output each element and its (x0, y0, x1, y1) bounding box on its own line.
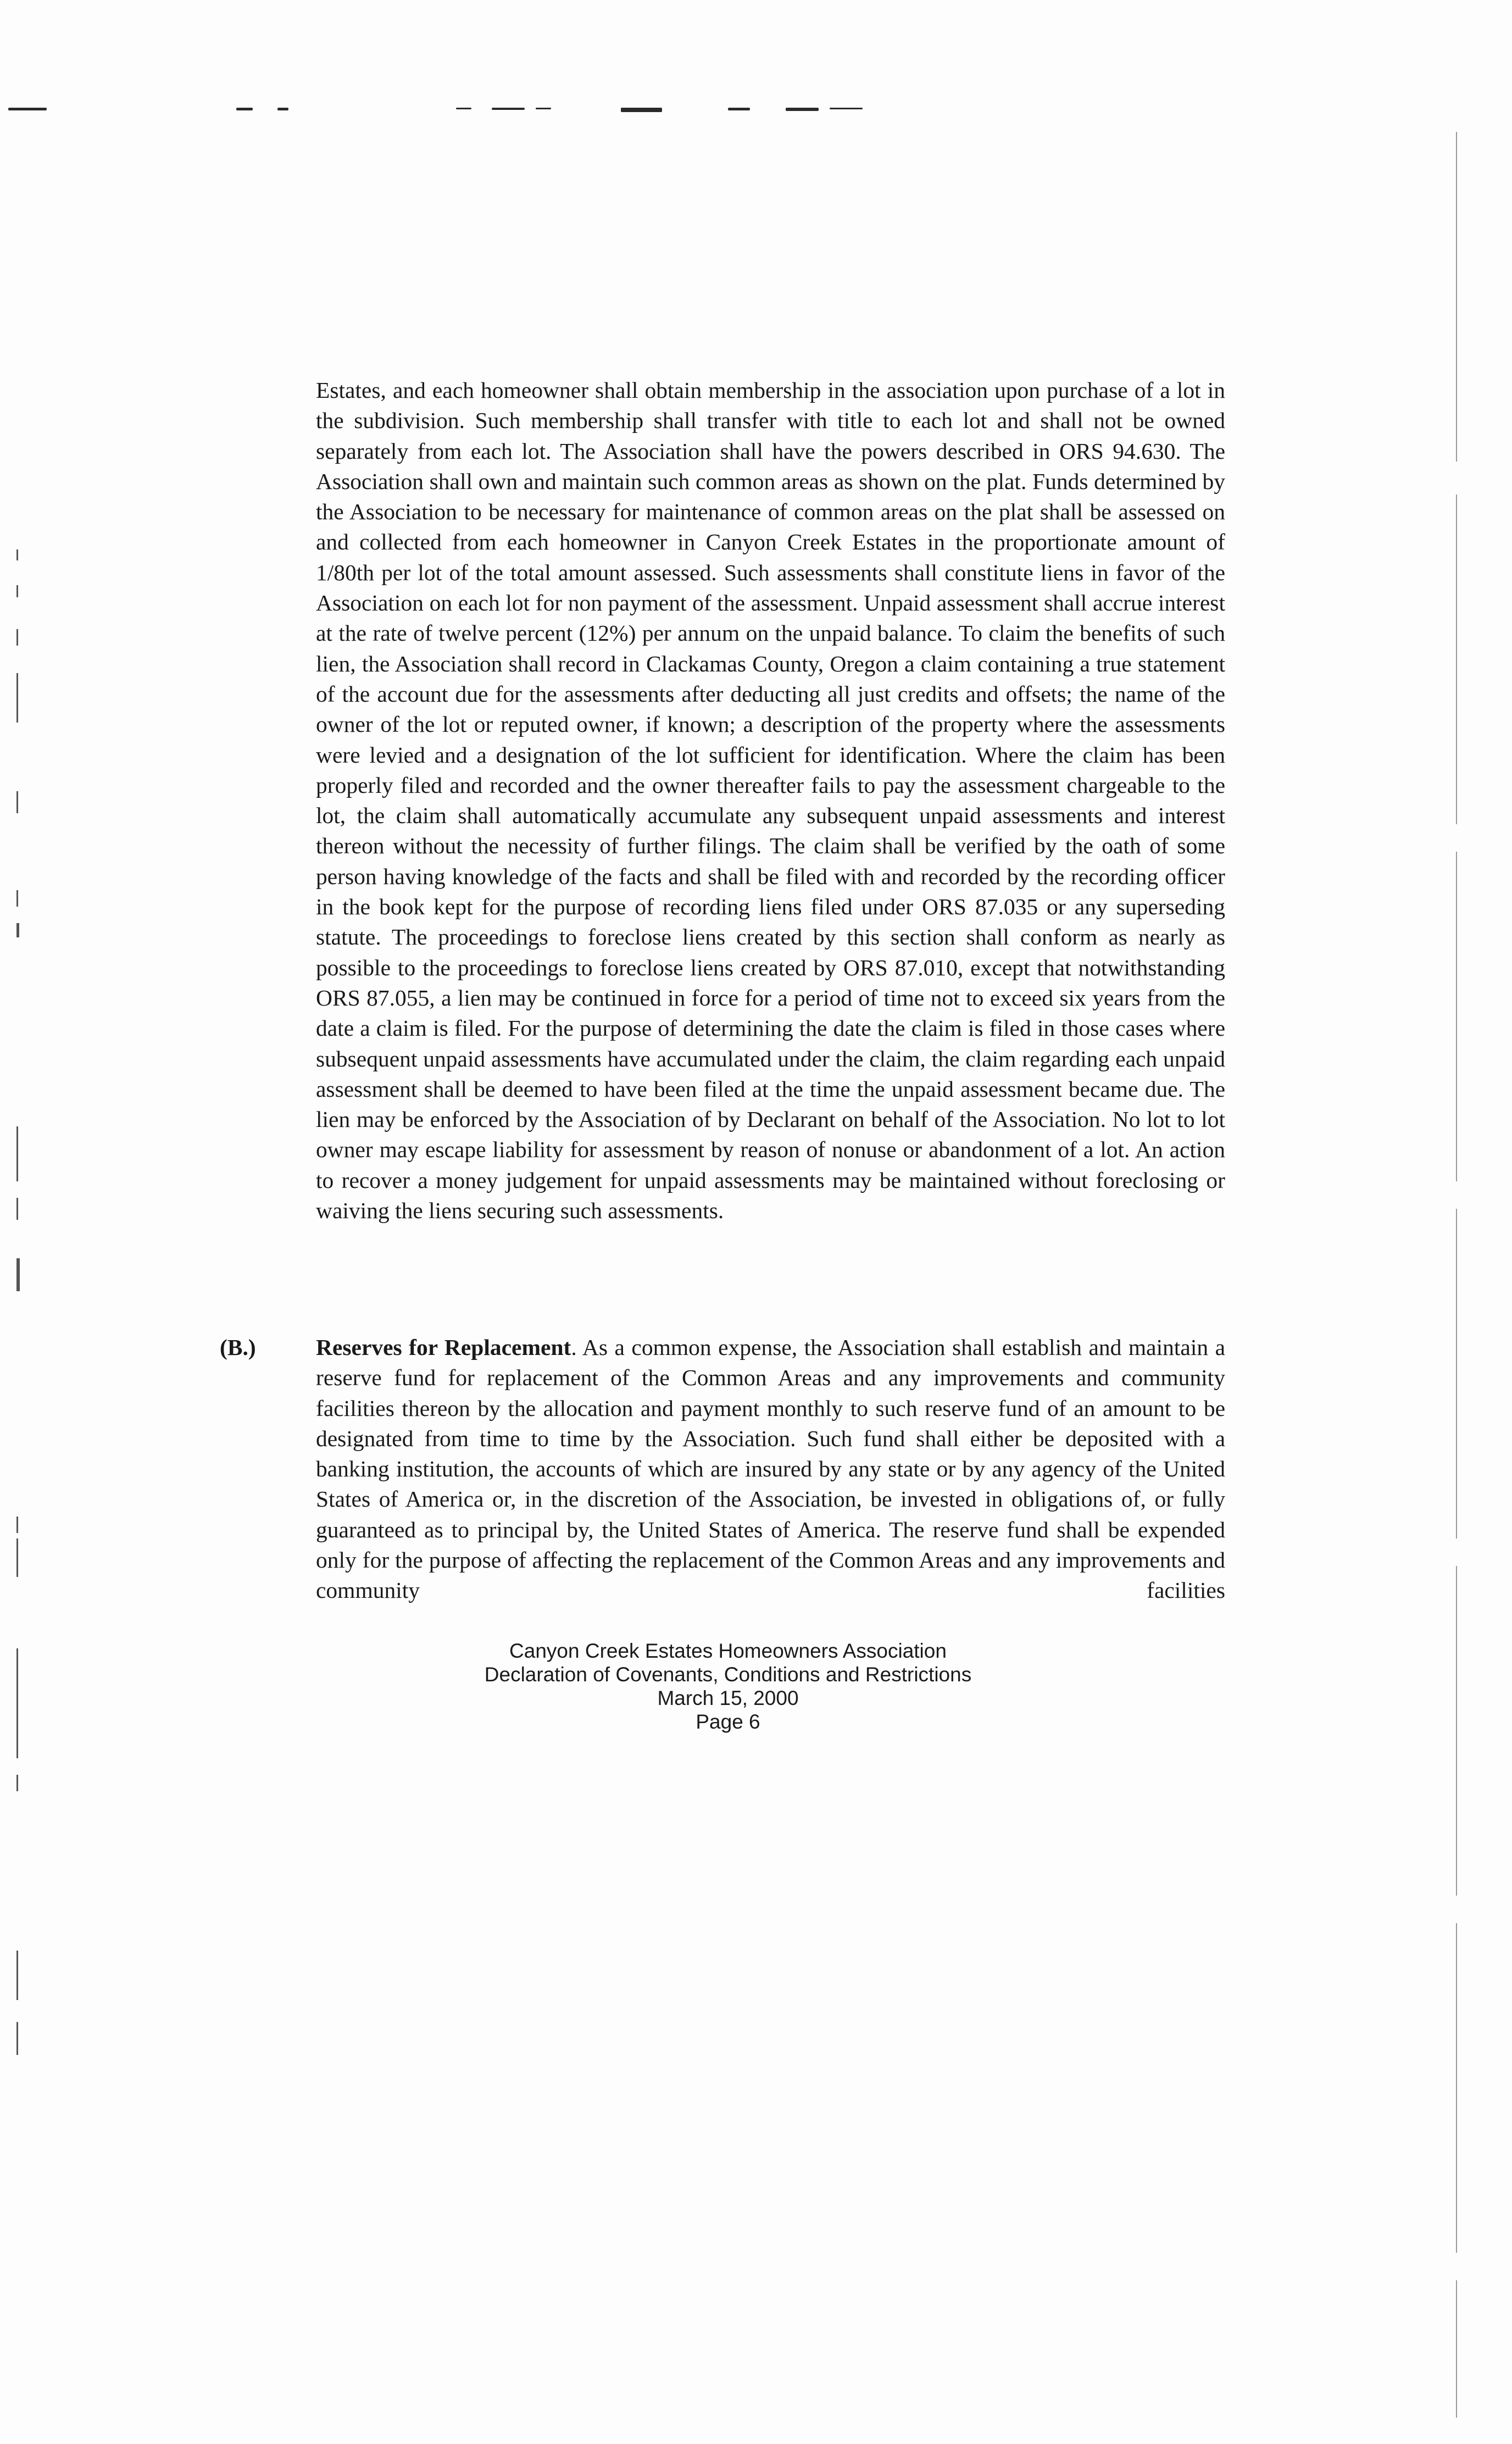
scan-artifact-top (0, 108, 907, 119)
scan-artifact-right-margin (1456, 0, 1478, 2444)
footer-page-number: Page 6 (696, 1710, 760, 1733)
body-paragraph: Estates, and each homeowner shall obtain membership in the association upon purchase of a lot in the subdivision. Such membership shall transfer with title to each lot and shall not be owned separately from each lot. The Association shall have the powers described in ORS 94.630. The Association shall own and maintain such common areas as shown on the plat. Funds determined by the Association to be necessary for maintenance of common areas on the plat shall be assessed on and collected from each homeowner in Canyon Creek Estates in the proportionate amount of 1/80th per lot of the total amount assessed. Such assessments shall constitute liens in favor of the Association on each lot for non payment of the assessment. Unpaid assessment shall accrue interest at the rate of twelve percent (12%) per annum on the unpaid balance. To claim the benefits of such lien, the Association shall record in Clackamas County, Oregon a claim containing a true statement of the account due for the assessments after deducting all just credits and offsets; the name of the owner of the lot or reputed owner, if known; a description of the property where the assessments were levied and a designation of the lot sufficient for identification. Where the claim has been properly filed and recorded and the owner thereafter fails to pay the assessment chargeable to the lot, the claim shall automatically accumulate any subsequent unpaid assessments and interest thereon without the necessity of further filings. The claim shall be verified by the oath of some person having knowledge of the facts and shall be filed with and recorded by the recording officer in the book kept for the purpose of recording liens filed under ORS 87.035 or any superseding statute. The proceedings to foreclose liens created by this section shall conform as nearly as possible to the proceedings to foreclose liens created by ORS 87.010, except that notwithstanding ORS 87.055, a lien may be continued in force for a period of time not to exceed six years from the date a claim is filed. For the purpose of determining the date the claim is filed in those cases where subsequent unpaid assessments have accumulated under the claim, the claim regarding each unpaid assessment shall be deemed to have been filed at the time the unpaid assessment became due. The lien may be enforced by the Association of by Declarant on behalf of the Association. No lot to lot owner may escape liability for assessment by reason of nonuse or abandonment of a lot. An action to recover a money judgement for unpaid assessments may be maintained without foreclosing or waiving the liens securing such assessments. (316, 377, 1225, 1224)
scan-artifact-left-margin (16, 0, 38, 2444)
section-text: . As a common expense, the Association shall establish and maintain a reserve fund for replacement of the Common Areas and any improvements and community facilities thereon by the allocation and payment monthly to such reserve fund of an amount to be designated from time to time by the Association. Such fund shall either be deposited with a banking institution, the accounts of which are insured by any state or by any agency of the United States of America or, in the discretion of the Association, be invested in obligations of, or fully guaranteed as to principal by, the United States of America. The reserve fund shall be expended only for the purpose of affecting the replacement of the Common Areas and any improvements and community facilities (316, 1335, 1225, 1603)
page-footer (385, 1639, 1071, 1734)
section-label: (B.) (220, 1335, 256, 1360)
footer-association-name: Canyon Creek Estates Homeowners Association (509, 1640, 947, 1662)
section-paragraph (316, 1332, 1225, 1606)
footer-date: March 15, 2000 (657, 1687, 799, 1709)
footer-document-title: Declaration of Covenants, Conditions and Restrictions (484, 1663, 972, 1686)
section-heading: Reserves for Replacement (316, 1335, 571, 1360)
